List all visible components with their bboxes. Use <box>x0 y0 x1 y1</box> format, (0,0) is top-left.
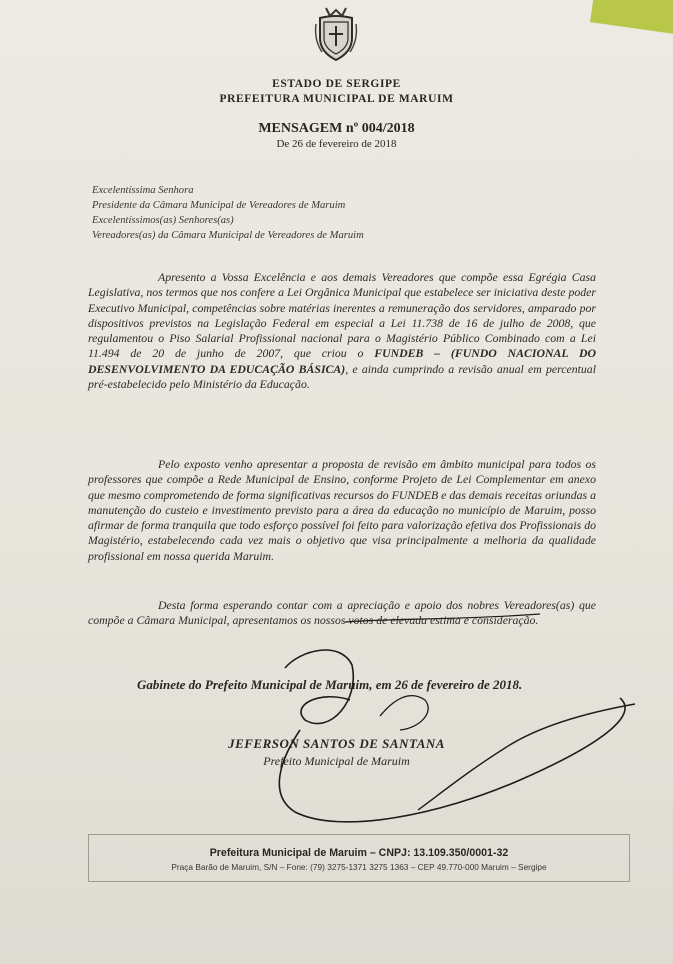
signatory-name: JEFERSON SANTOS DE SANTANA <box>228 736 445 751</box>
paragraph-1 <box>88 270 596 392</box>
closing-line: Gabinete do Prefeito Municipal de Maruim, em 26 de fevereiro de 2018. <box>137 677 523 692</box>
footer-cnpj: Prefeitura Municipal de Maruim – CNPJ: 13.109.350/0001-32 <box>209 847 509 859</box>
municipal-crest-icon <box>312 4 360 64</box>
paragraph-1-text: Apresento a Vossa Excelência e aos demais Vereadores que compõe essa Egrégia Casa Legislativa, nos termos que nos confere a Lei Orgânica Municipal que estabelece ser iniciativa deste poder Executivo Municipal, competências sobre matérias inerentes a remuneração dos servidores, amparado por dispositivos previstos na Legislação Federal em especial a Lei 11.738 de 16 de julho de 2008, que regulamentou o Piso Salarial Profissional nacional para o Magistério Público Combinado com a Lei 11.494 de 20 de junho de 2007, que criou o <box>88 270 596 361</box>
salutation-block <box>92 183 552 243</box>
message-title: MENSAGEM nº 004/2018 <box>258 121 415 136</box>
paragraph-3-text: Desta forma esperando contar com a apreciação e apoio dos nobres Vereadores(as) que compõe a Câmara Municipal, apresentamos os nossos votos de elevada estima e consideração. <box>88 598 596 628</box>
signatory-title: Prefeito Municipal de Maruim <box>263 754 410 768</box>
prefeitura-heading: PREFEITURA MUNICIPAL DE MARUIM <box>219 93 454 105</box>
salutation-line: Excelentíssimos(as) Senhores(as) <box>92 215 234 226</box>
footer-address: Praça Barão de Maruim, S/N – Fone: (79) 3275-1371 3275 1363 – CEP 49.770-000 Maruim – Sergipe <box>171 862 547 872</box>
paragraph-2-text: Pelo exposto venho apresentar a proposta de revisão em âmbito municipal para todos os professores que compõe a Rede Municipal de Ensino, conforme Projeto de Lei Complementar em anexo que mesmo comprometendo de forma significativas recursos do FUNDEB e das demais receitas oriundas a manutenção do custeio e investimento previsto para a área da educação no município de Maruim, posso afirmar de forma tranquila que todo esforço possível foi feito para valorização efetiva dos Profissionais do Magistério, estabelecendo cada vez mais o objetivo que visa principalmente a melhoria da qualidade profissional em nossa querida Maruim. <box>88 457 596 563</box>
message-date: De 26 de fevereiro de 2018 <box>276 138 397 150</box>
paragraph-1-end: , e ainda cumprindo a revisão anual em percentual pré-estabelecido pelo Ministério da Educação. <box>88 361 596 392</box>
paragraph-2 <box>88 457 596 564</box>
footer-box <box>88 834 630 882</box>
background-object <box>590 0 673 37</box>
paragraph-3 <box>88 598 596 629</box>
salutation-line: Presidente da Câmara Municipal de Vereadores de Maruim <box>92 200 346 211</box>
state-heading: ESTADO DE SERGIPE <box>272 78 401 90</box>
salutation-line: Excelentíssima Senhora <box>92 185 194 196</box>
salutation-line: Vereadores(as) da Câmara Municipal de Vereadores de Maruim <box>92 230 364 241</box>
fundeb-name: FUNDEB – (FUNDO NACIONAL DO DESENVOLVIMENTO DA EDUCAÇÃO BÁSICA) <box>88 346 596 376</box>
